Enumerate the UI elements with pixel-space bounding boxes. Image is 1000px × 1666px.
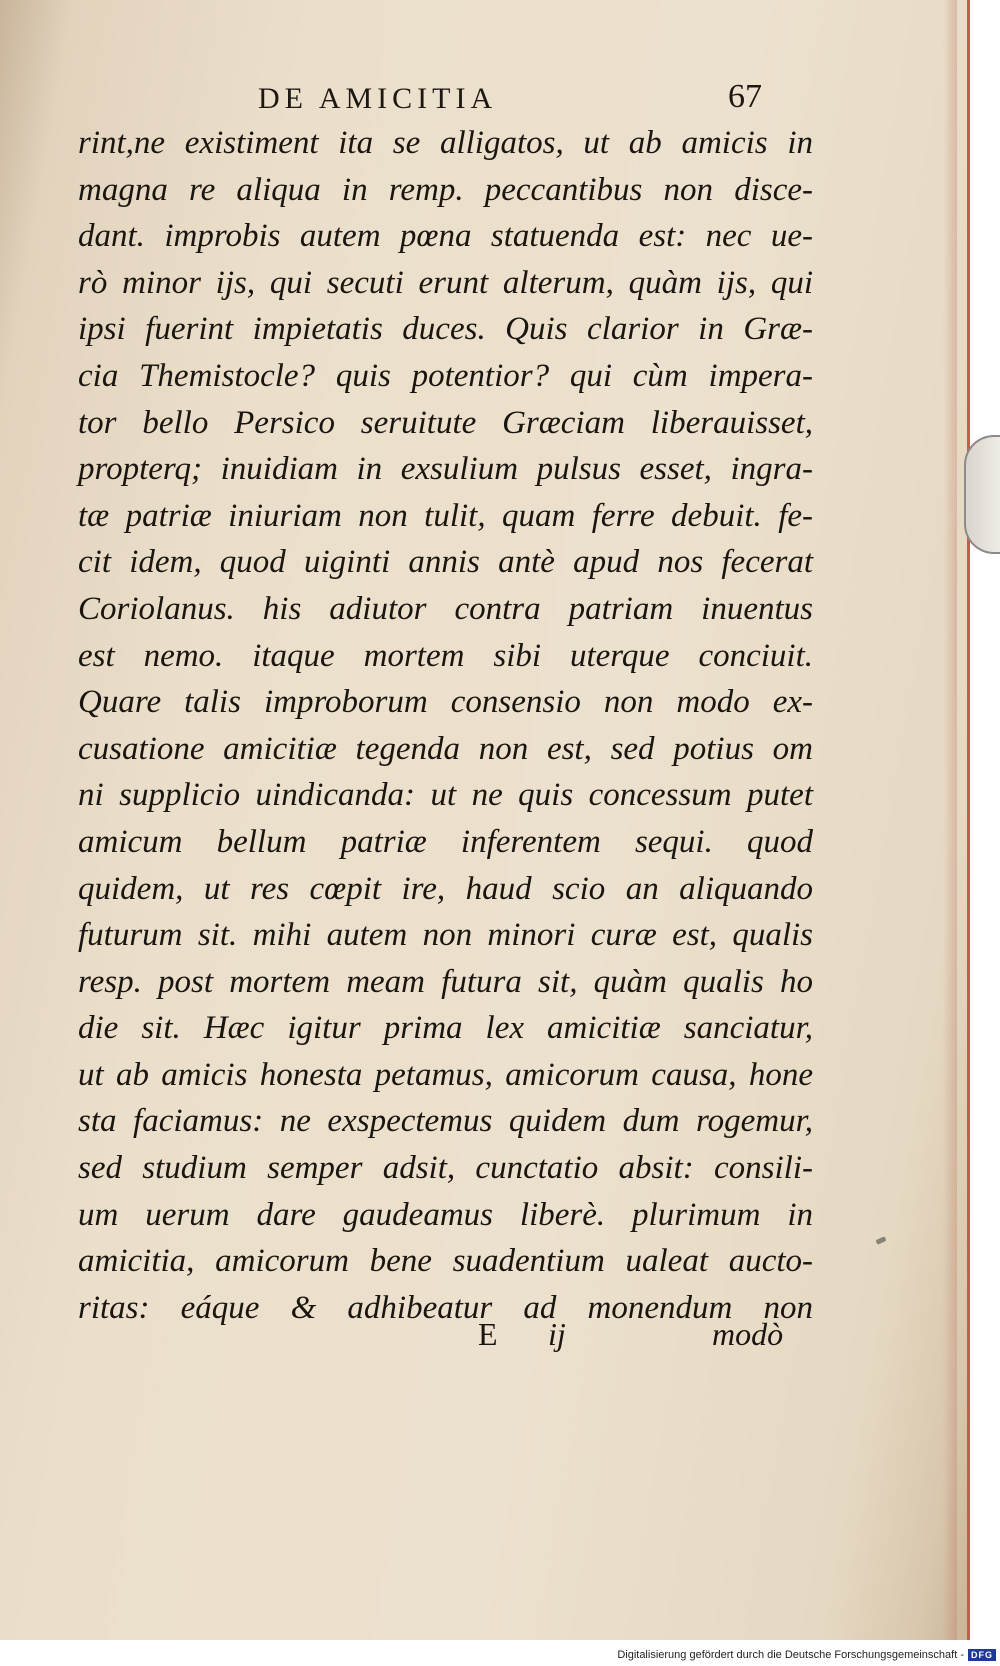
dfg-logo-icon: DFG [968, 1649, 996, 1661]
text-line: die sit. Hæc igitur prima lex amicitiæ sanciatur, [78, 1010, 813, 1047]
text-line: est nemo. itaque mortem sibi uterque conciuit. [78, 637, 813, 674]
text-line: Quare talis improborum consensio non modo ex- [78, 684, 813, 721]
page-edge-shadow [943, 0, 957, 1640]
text-line: ut ab amicis honesta petamus, amicorum causa, hone [78, 1056, 813, 1093]
text-line: ipsi fuerint impietatis duces. Quis clarior in Græ- [78, 311, 813, 348]
text-line: rint,ne existiment ita se alligatos, ut ab amicis in [78, 125, 813, 161]
credit-bar [613, 1644, 1000, 1666]
text-line: futurum sit. mihi autem non minori curæ est, qualis [78, 917, 813, 954]
text-line: rò minor ijs, qui secuti erunt alterum, quàm ijs, qui [78, 264, 813, 301]
text-line: Coriolanus. his adiutor contra patriam inuentus [78, 590, 813, 627]
text-line: cia Themistocle? quis potentior? qui cùm impera- [78, 357, 813, 394]
body-text [78, 120, 813, 1331]
text-line: sed studium semper adsit, cunctatio absit: consili- [78, 1150, 813, 1187]
paper-speck [875, 1236, 886, 1245]
text-line: magna re aliqua in remp. peccantibus non disce- [78, 171, 813, 208]
text-line: tor bello Persico seruitute Græciam liberauisset, [78, 404, 813, 441]
catchword: modò [712, 1316, 784, 1352]
text-line: cusatione amicitiæ tegenda non est, sed potius om [78, 730, 813, 767]
running-title: DE AMICITIA [258, 82, 498, 115]
text-line: cit idem, quod uiginti annis antè apud nos fecerat [78, 544, 813, 581]
text-line: tæ patriæ iniuriam non tulit, quam ferre debuit. fe- [78, 497, 813, 534]
page-footer [0, 1316, 940, 1366]
signature-number: ij [548, 1316, 566, 1352]
signature-mark: E [478, 1316, 498, 1352]
text-line: um uerum dare gaudeamus liberè. plurimum in [78, 1196, 813, 1233]
text-line: amicum bellum patriæ inferentem sequi. quod [78, 823, 813, 860]
credit-text: Digitalisierung gefördert durch die Deutsche Forschungsgemeinschaft - [617, 1649, 964, 1661]
page-clip [964, 435, 1000, 554]
text-line: quidem, ut res cœpit ire, haud scio an aliquando [78, 870, 813, 907]
text-line: resp. post mortem meam futura sit, quàm qualis ho [78, 963, 813, 1000]
text-line: ritas: eáque & adhibeatur ad monendum non [78, 1289, 813, 1326]
text-line: dant. improbis autem pœna statuenda est: nec ue- [78, 218, 813, 255]
text-line: amicitia, amicorum bene suadentium ualeat aucto- [78, 1243, 813, 1280]
page-number: 67 [728, 78, 762, 115]
text-line: sta faciamus: ne exspectemus quidem dum rogemur, [78, 1103, 813, 1140]
text-line: propterq; inuidiam in exsulium pulsus esset, ingra- [78, 451, 813, 488]
text-line: ni supplicio uindicanda: ut ne quis concessum putet [78, 777, 813, 814]
